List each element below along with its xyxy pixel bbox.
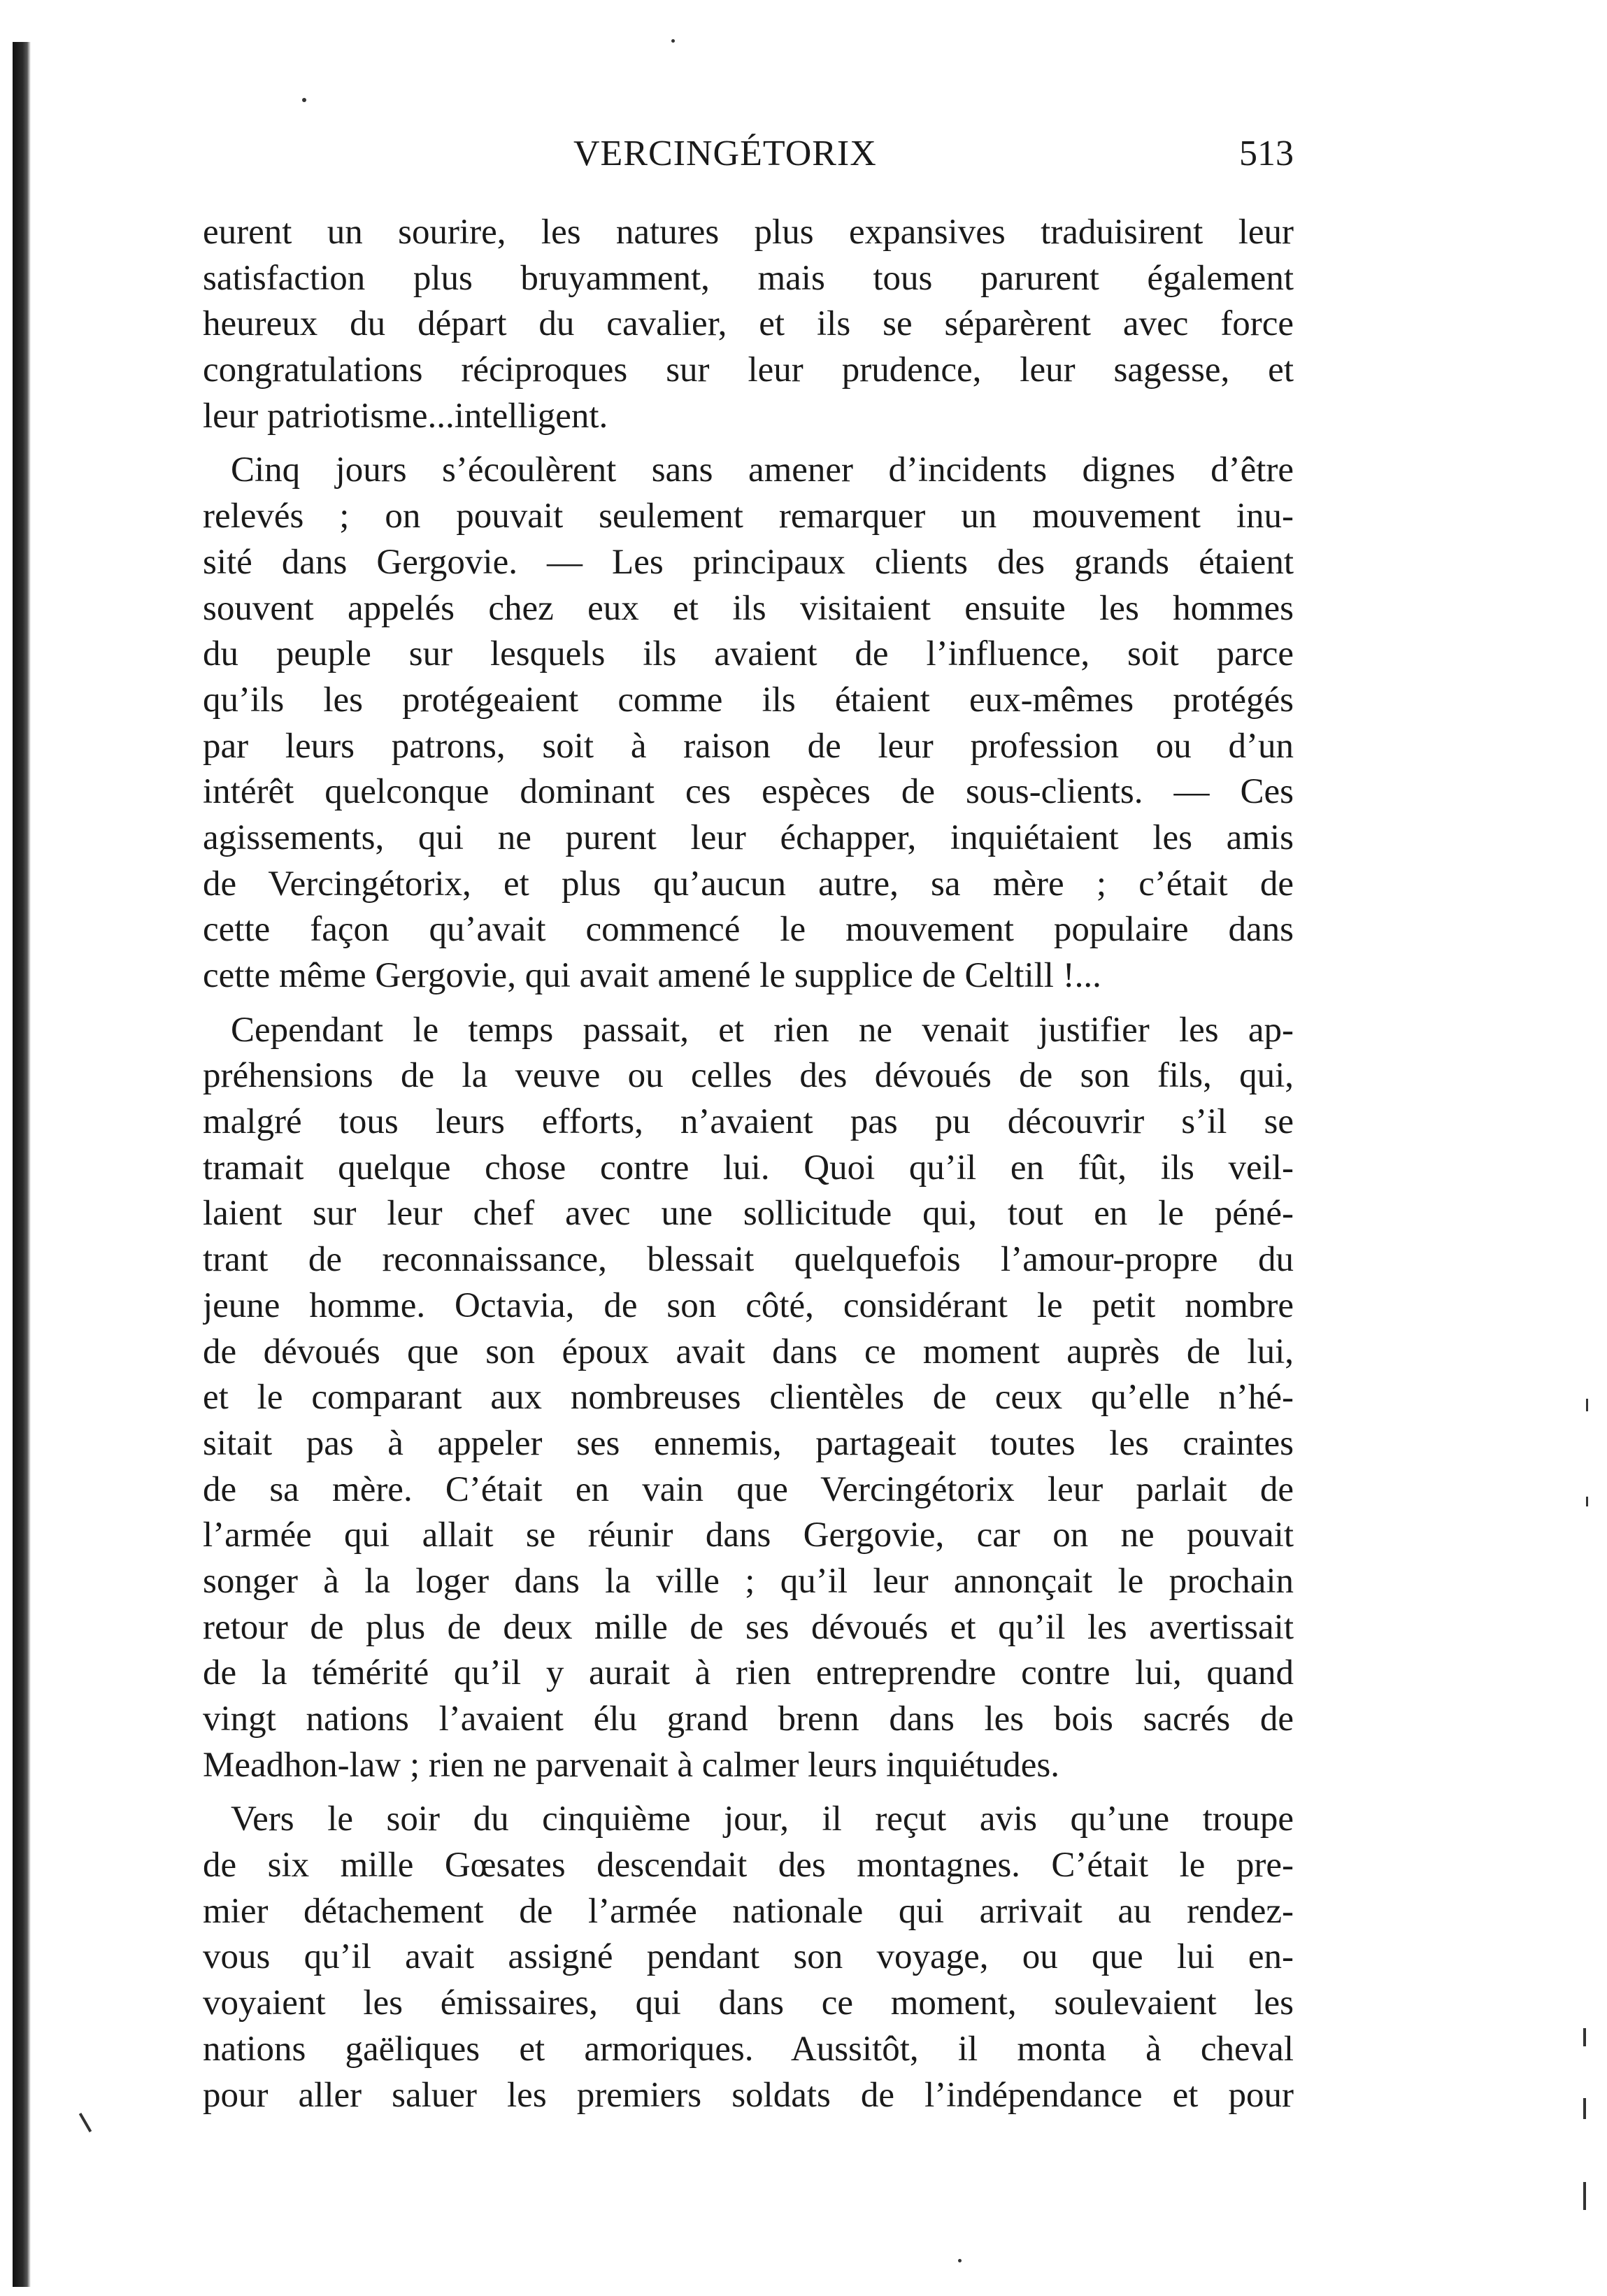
- text-line: laient sur leur chef avec une sollicitude qui, tout en le péné-: [203, 1194, 1294, 1234]
- scan-speck: [1583, 2182, 1586, 2210]
- binding-edge: [13, 42, 31, 2287]
- text-line: Vers le soir du cinquième jour, il reçut avis qu’une troupe: [231, 1799, 1294, 1839]
- text-line: agissements, qui ne purent leur échapper, inquiétaient les amis: [203, 818, 1294, 857]
- text-line: relevés ; on pouvait seulement remarquer un mouvement inu-: [203, 497, 1294, 536]
- scan-speck: [1583, 2028, 1586, 2046]
- text-line: retour de plus de deux mille de ses dévoués et qu’il les avertissait: [203, 1607, 1294, 1647]
- text-line: jeune homme. Octavia, de son côté, considérant le petit nombre: [203, 1285, 1294, 1325]
- paragraph-gap: [203, 1788, 1294, 1797]
- text-line: malgré tous leurs efforts, n’avaient pas pu découvrir s’il se: [203, 1102, 1294, 1142]
- text-line: cette même Gergovie, qui avait amené le supplice de Celtill !...: [203, 956, 1101, 995]
- text-line: qu’ils les protégeaient comme ils étaient eux-mêmes protégés: [203, 680, 1294, 720]
- text-line: souvent appelés chez eux et ils visitaient ensuite les hommes: [203, 588, 1294, 628]
- scan-speck: [1586, 1497, 1588, 1506]
- text-line: pour aller saluer les premiers soldats de l’indépendance et pour: [203, 2075, 1294, 2115]
- text-line: de dévoués que son époux avait dans ce moment auprès de lui,: [203, 1332, 1294, 1371]
- text-line: songer à la loger dans la ville ; qu’il leur annonçait le prochain: [203, 1561, 1294, 1601]
- text-line: Cinq jours s’écoulèrent sans amener d’incidents dignes d’être: [231, 450, 1294, 490]
- paragraph-gap: [203, 999, 1294, 1008]
- text-line: congratulations réciproques sur leur prudence, leur sagesse, et: [203, 350, 1294, 390]
- text-line: sitait pas à appeler ses ennemis, partageait toutes les craintes: [203, 1423, 1294, 1463]
- text-line: et le comparant aux nombreuses clientèles de ceux qu’elle n’hé-: [203, 1378, 1294, 1418]
- body-text: [203, 210, 1294, 2118]
- text-line: préhensions de la veuve ou celles des dévoués de son fils, qui,: [203, 1056, 1294, 1096]
- text-line: sité dans Gergovie. — Les principaux clients des grands étaient: [203, 542, 1294, 582]
- text-line: de la témérité qu’il y aurait à rien entreprendre contre lui, quand: [203, 1653, 1294, 1693]
- text-line: vingt nations l’avaient élu grand brenn dans les bois sacrés de: [203, 1699, 1294, 1739]
- text-line: satisfaction plus bruyamment, mais tous parurent également: [203, 258, 1294, 298]
- text-line: Meadhon-law ; rien ne parvenait à calmer leurs inquiétudes.: [203, 1745, 1059, 1785]
- text-line: tramait quelque chose contre lui. Quoi qu’il en fût, ils veil-: [203, 1148, 1294, 1188]
- text-line: l’armée qui allait se réunir dans Gergovie, car on ne pouvait: [203, 1516, 1294, 1555]
- text-line: de sa mère. C’était en vain que Vercingétorix leur parlait de: [203, 1469, 1294, 1509]
- scan-speck: [1583, 2098, 1586, 2119]
- text-line: de six mille Gœsates descendait des montagnes. C’était le pre-: [203, 1846, 1294, 1885]
- text-line: cette façon qu’avait commencé le mouvement populaire dans: [203, 910, 1294, 950]
- text-line: du peuple sur lesquels ils avaient de l’influence, soit parce: [203, 634, 1294, 674]
- text-line: intérêt quelconque dominant ces espèces de sous-clients. — Ces: [203, 772, 1294, 812]
- scan-speck: [302, 98, 306, 102]
- scan-speck: [958, 2259, 962, 2262]
- paragraph-gap: [203, 439, 1294, 448]
- scan-speck: [79, 2113, 92, 2132]
- text-line: mier détachement de l’armée nationale qui arrivait au rendez-: [203, 1891, 1294, 1931]
- text-line: nations gaëliques et armoriques. Aussitôt, il monta à cheval: [203, 2029, 1294, 2069]
- text-line: vous qu’il avait assigné pendant son voyage, ou que lui en-: [203, 1937, 1294, 1977]
- text-line: Cependant le temps passait, et rien ne venait justifier les ap-: [231, 1010, 1294, 1050]
- text-line: heureux du départ du cavalier, et ils se séparèrent avec force: [203, 304, 1294, 344]
- text-line: voyaient les émissaires, qui dans ce moment, soulevaient les: [203, 1983, 1294, 2023]
- text-line: par leurs patrons, soit à raison de leur profession ou d’un: [203, 726, 1294, 766]
- text-line: eurent un sourire, les natures plus expansives traduisirent leur: [203, 213, 1294, 252]
- running-header: [203, 129, 1294, 178]
- header-title: VERCINGÉTORIX: [573, 134, 877, 173]
- text-line: trant de reconnaissance, blessait quelquefois l’amour-propre du: [203, 1240, 1294, 1280]
- scan-speck: [671, 39, 675, 43]
- page-number: 513: [1239, 134, 1294, 173]
- text-line: leur patriotisme...intelligent.: [203, 396, 608, 436]
- scan-speck: [1586, 1399, 1588, 1411]
- text-line: de Vercingétorix, et plus qu’aucun autre, sa mère ; c’était de: [203, 864, 1294, 904]
